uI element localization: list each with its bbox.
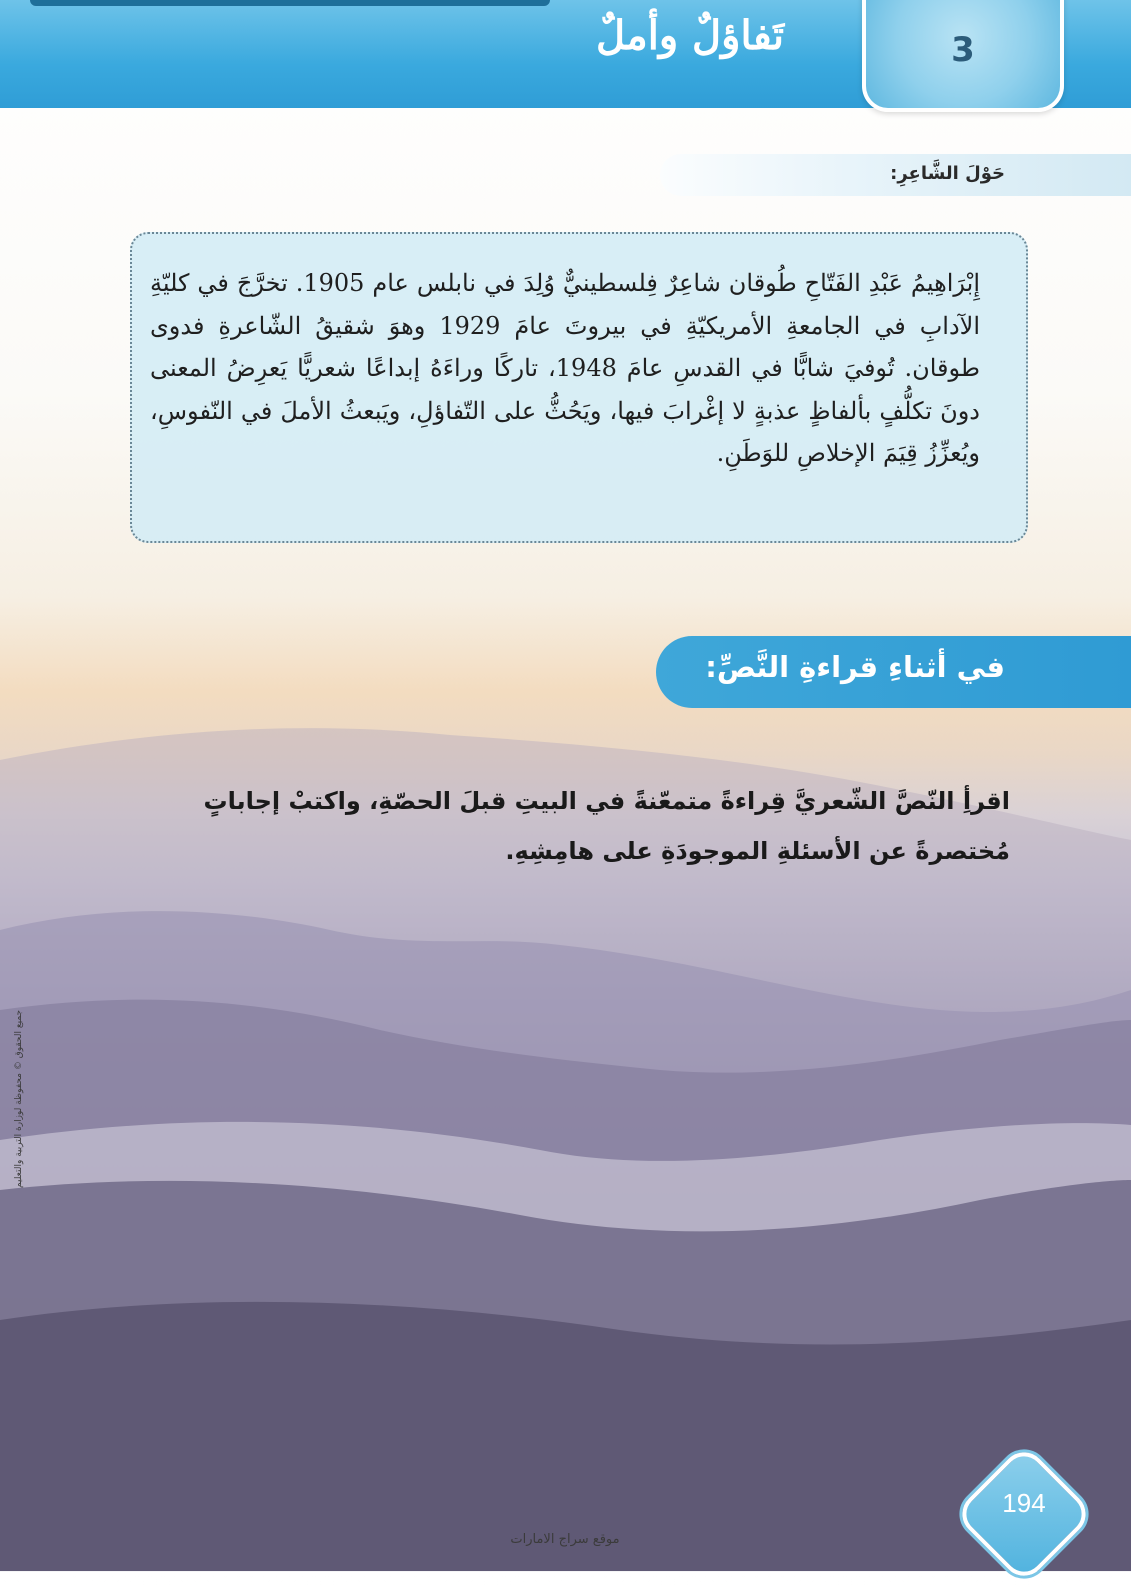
reading-instruction: اقرأِ النّصَّ الشّعريَّ قِراءةً متمعّنةً في البيتِ قبلَ الحصّةِ، واكتبْ إجاباتٍ مُختصرةً عن الأسئلةِ الموجودَةِ على هامِشِهِ.	[203, 787, 1010, 865]
copyright-side-note	[14, 1172, 634, 1188]
header-top-line	[30, 0, 550, 6]
page-footer: موقع سراج الامارات	[510, 1532, 620, 1547]
poet-bio-text: إِبْرَاهِيمُ عَبْدِ الفَتّاحِ طُوقان شاعِرٌ فِلسطينيٌّ وُلِدَ في نابلس عام 1905. تخرَّجَ في كليّةِ الآدابِ في الجامعةِ الأمريكيّةِ في بيروتَ عامَ 1929 وهوَ شقيقُ الشّاعرةِ فدوى طوقان. تُوفيَ شابًّا في القدسِ عامَ 1948، تاركًا وراءَهُ إبداعًا شعريًّا يَعرِضُ المعنى دونَ تكلُّفٍ بألفاظٍ عذبةٍ لا إغْرابَ فيها، ويَحُثُّ على التّفاؤلِ، ويَبعثُ الأملَ في النّفوسِ، ويُعزِّزُ قِيَمَ الإخلاصِ للوَطَنِ.	[150, 269, 981, 467]
about-poet-label: حَوْلَ الشَّاعِرِ:	[890, 163, 1005, 184]
reading-section-title: في أثناءِ قراءةِ النَّصِّ:	[705, 650, 1005, 684]
lesson-number-tab	[862, 0, 1064, 112]
lesson-title: تَفاؤلٌ وأملٌ	[595, 12, 784, 59]
lesson-number: 3	[951, 30, 975, 70]
page-number: 194	[1002, 1488, 1046, 1518]
